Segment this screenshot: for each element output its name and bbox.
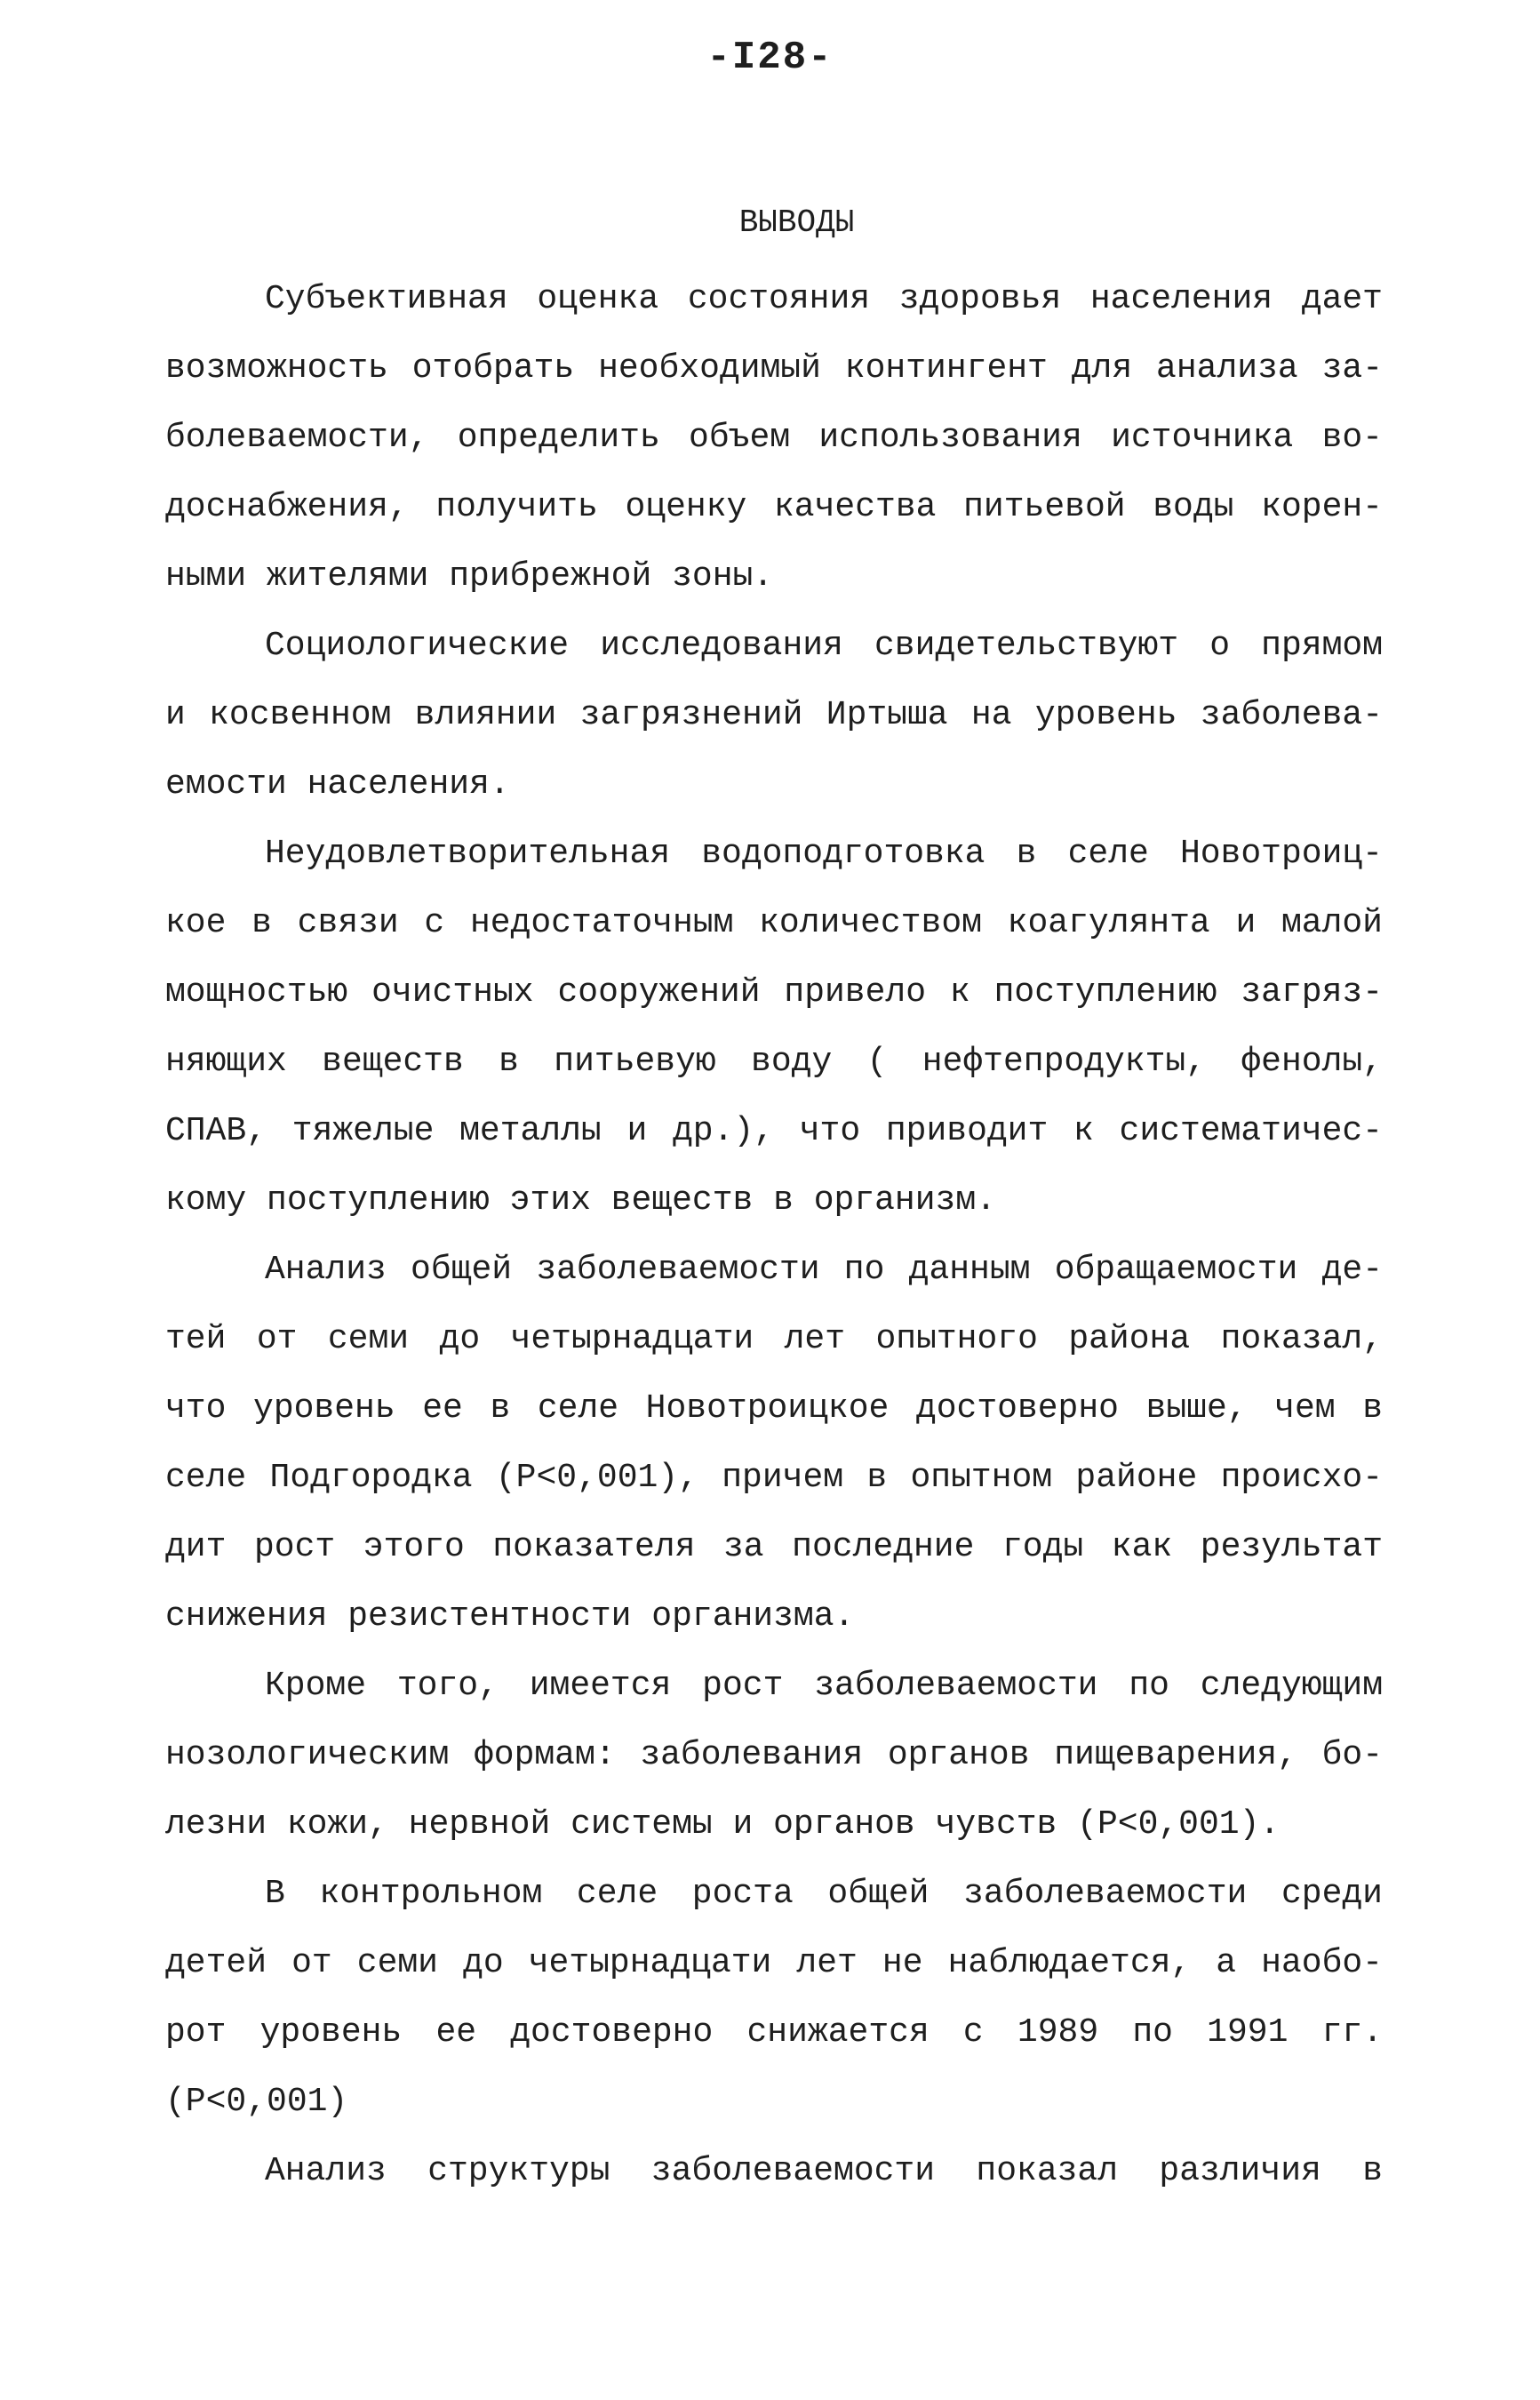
paragraph-self-assessment: [165, 265, 1383, 612]
text-line: доснабжения, получить оценку качества питьевой воды корен-: [165, 488, 1383, 526]
paragraph-nosological-forms: [165, 1652, 1383, 1860]
document-body: [165, 265, 1383, 2206]
text-line: селе Подгородка (Р<0,001), причем в опытном районе происхо-: [165, 1459, 1383, 1497]
text-line: (Р<0,001): [165, 2083, 348, 2121]
text-line: возможность отобрать необходимый контингент для анализа за-: [165, 349, 1383, 388]
text-line: В контрольном селе роста общей заболеваемости среди: [265, 1875, 1383, 1913]
text-line: емости населения.: [165, 765, 510, 804]
text-line: Субъективная оценка состояния здоровья населения дает: [265, 280, 1383, 318]
paragraph-sociological-studies: [165, 612, 1383, 820]
text-line: ными жителями прибрежной зоны.: [165, 557, 774, 596]
text-line: кое в связи с недостаточным количеством коагулянта и малой: [165, 904, 1383, 942]
text-line: тей от семи до четырнадцати лет опытного района показал,: [165, 1320, 1383, 1358]
text-line: Неудовлетворительная водоподготовка в селе Новотроиц-: [265, 835, 1383, 873]
text-line: Социологические исследования свидетельствуют о прямом: [265, 627, 1383, 665]
text-line: лезни кожи, нервной системы и органов чувств (Р<0,001).: [165, 1805, 1281, 1844]
paragraph-control-village: [165, 1860, 1383, 2137]
text-line: снижения резистентности организма.: [165, 1597, 855, 1636]
text-line: Анализ структуры заболеваемости показал различия в: [265, 2152, 1383, 2190]
text-line: нозологическим формам: заболевания органов пищеварения, бо-: [165, 1736, 1383, 1774]
paragraph-structure-analysis: [165, 2137, 1383, 2206]
text-line: что уровень ее в селе Новотроицкое достоверно выше, чем в: [165, 1389, 1383, 1428]
section-title: ВЫВОДЫ: [738, 204, 855, 241]
text-line: СПАВ, тяжелые металлы и др.), что приводит к систематичес-: [165, 1112, 1383, 1150]
paragraph-morbidity-analysis: [165, 1236, 1383, 1652]
text-line: детей от семи до четырнадцати лет не наблюдается, а наобо-: [165, 1944, 1383, 1982]
page-number: -I28-: [706, 36, 834, 80]
text-line: няющих веществ в питьевую воду ( нефтепродукты, фенолы,: [165, 1043, 1383, 1081]
text-line: и косвенном влиянии загрязнений Иртыша на уровень заболева-: [165, 696, 1383, 734]
text-line: Анализ общей заболеваемости по данным обращаемости де-: [265, 1251, 1383, 1289]
text-line: рот уровень ее достоверно снижается с 1989 по 1991 гг.: [165, 2013, 1383, 2052]
paragraph-water-treatment: [165, 820, 1383, 1236]
text-line: дит рост этого показателя за последние годы как результат: [165, 1528, 1383, 1566]
text-line: болеваемости, определить объем использования источника во-: [165, 419, 1383, 457]
text-line: мощностью очистных сооружений привело к поступлению загряз-: [165, 973, 1383, 1012]
text-line: кому поступлению этих веществ в организм.: [165, 1181, 996, 1220]
text-line: Кроме того, имеется рост заболеваемости по следующим: [265, 1667, 1383, 1705]
